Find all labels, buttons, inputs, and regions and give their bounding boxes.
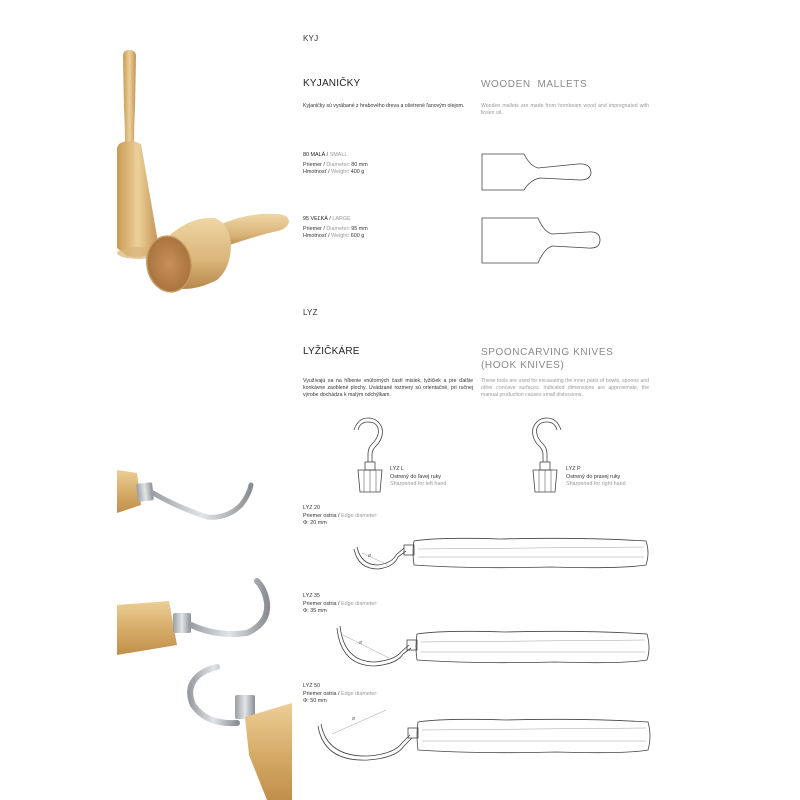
edge-label-sk: Priemer ostria xyxy=(303,690,337,697)
item-name-sk: 95 VEĽKÁ xyxy=(303,216,328,222)
size-value: Φ: 35 mm xyxy=(303,608,327,615)
phi-symbol: ø xyxy=(359,640,363,646)
diameter-label-sk: Priemer xyxy=(303,161,322,168)
title-en-mallets: WOODEN MALLETS xyxy=(481,79,588,90)
mallets-photo xyxy=(117,48,292,310)
size-value: Φ: 50 mm xyxy=(303,698,327,705)
hand-right-caption xyxy=(566,466,626,489)
hand-sk: Ostrený do ľavej ruky xyxy=(390,473,442,480)
title-sk-knives: LYŽIČKÁRE xyxy=(303,346,360,357)
size-value: Φ: 20 mm xyxy=(303,520,327,527)
desc-en-knives: These tools are used for excavating the inner parts of bowls, spoons and other concave surfaces. Indicated dimensions are approximate, the manual production causes small distorsions. xyxy=(481,378,649,399)
weight-label-en: Weight xyxy=(331,233,348,240)
section-code-kyj: KYJ xyxy=(303,34,319,43)
diameter-label-en: Diameter xyxy=(326,225,349,232)
spec-mallet-large: 95 VEĽKÁ / LARGE Priemer / Diameter: 95 mm Hmotnosť / Weight: 600 g xyxy=(303,216,368,240)
edge-label-en: Edge diameter: xyxy=(341,600,378,607)
edge-label-en: Edge diameter: xyxy=(341,512,378,519)
diameter-value: 95 mm xyxy=(351,225,368,232)
knife-50-drawing xyxy=(316,706,656,766)
item-name-en: LARGE xyxy=(332,216,351,222)
item-name-en: SMALL xyxy=(329,152,348,158)
desc-sk-knives: Využívajú sa na hĺbenie vnútorných častí misiek, lyžičiek a pre ďalšie konkávne zaoblené plochy. Uvádzané rozmery sú orientačné, pri ručnej výrobe dochádza k malým odchýlkam. xyxy=(303,378,473,399)
hand-sk: Ostrený do pravej ruky xyxy=(566,473,621,480)
size-code: LYZ 50 xyxy=(303,683,320,689)
knife-left-drawing xyxy=(350,420,390,495)
phi-symbol: ø xyxy=(352,716,356,722)
desc-en-mallets: Wooden mallets are made from hornbeam wood and impregnated with linsen oil. xyxy=(481,103,649,117)
item-name-sk: 80 MALÁ xyxy=(303,152,326,158)
edge-label-en: Edge diameter: xyxy=(341,690,378,697)
knife-35-drawing xyxy=(335,622,655,674)
diameter-label-en: Diameter xyxy=(326,161,349,168)
hand-code: LYZ P xyxy=(566,466,581,472)
mallet-small-drawing xyxy=(480,150,595,195)
weight-label-en: Weight xyxy=(331,169,348,176)
hook-knives-photo xyxy=(117,455,292,800)
size-code: LYZ 20 xyxy=(303,505,320,511)
weight-label-sk: Hmotnosť xyxy=(303,169,327,176)
weight-label-sk: Hmotnosť xyxy=(303,233,327,240)
size-spec-35: LYZ 35 Priemer ostria / Edge diameter: Φ: 35 mm xyxy=(303,593,378,615)
title-en-line-1: SPOONCARVING KNIVES xyxy=(481,347,614,358)
knife-20-drawing xyxy=(350,535,655,583)
hand-en: Sharpened for left hand xyxy=(390,481,447,488)
edge-label-sk: Priemer ostria xyxy=(303,600,337,607)
desc-sk-mallets: Kyjaničky sú vyrábané z hrabového dreva a ošetrené ľanovým olejom. xyxy=(303,103,465,109)
phi-symbol: ø xyxy=(368,553,372,559)
mallet-large-drawing xyxy=(480,215,605,265)
title-en-knives xyxy=(481,346,613,372)
title-sk-mallets: KYJANIČKY xyxy=(303,78,361,89)
diameter-value: 80 mm xyxy=(351,161,368,168)
hand-code: LYZ L xyxy=(390,466,404,472)
edge-label-sk: Priemer ostria xyxy=(303,512,337,519)
hand-left-caption xyxy=(390,466,446,489)
size-code: LYZ 35 xyxy=(303,593,320,599)
section-code-lyz: LYZ xyxy=(303,308,318,317)
size-spec-50: LYZ 50 Priemer ostria / Edge diameter: Φ: 50 mm xyxy=(303,683,378,705)
size-spec-20: LYZ 20 Priemer ostria / Edge diameter: Φ: 20 mm xyxy=(303,505,378,527)
weight-value: 400 g xyxy=(350,169,365,176)
hand-en: Sharpened for right hand xyxy=(566,481,626,488)
diameter-label-sk: Priemer xyxy=(303,225,322,232)
title-en-line-2: (HOOK KNIVES) xyxy=(481,360,565,371)
spec-mallet-small: 80 MALÁ / SMALL Priemer / Diameter: 80 mm Hmotnosť / Weight: 400 g xyxy=(303,152,368,176)
knife-right-drawing xyxy=(525,420,565,495)
weight-value: 600 g xyxy=(350,233,365,240)
